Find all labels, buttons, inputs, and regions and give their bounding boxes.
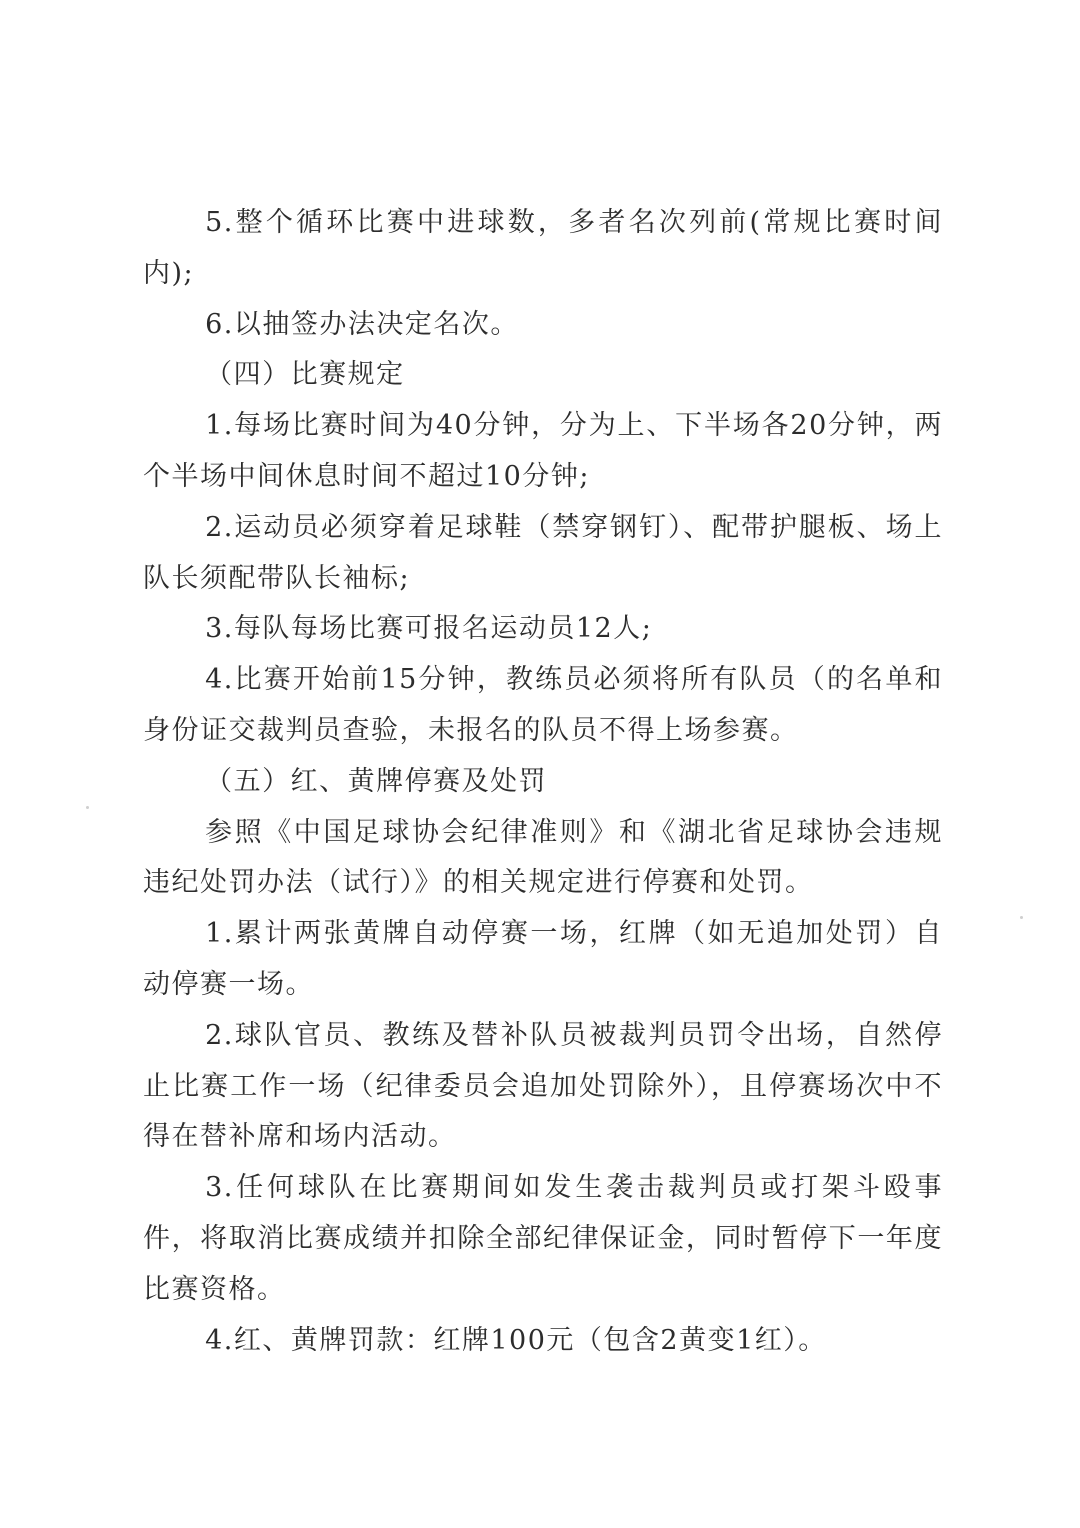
paragraph-squad-size: 3.每队每场比赛可报名运动员12人; bbox=[205, 613, 653, 645]
paragraph-player-equipment: 2.运动员必须穿着足球鞋（禁穿钢钉）、配带护腿板、场上队长须配带队长袖标; bbox=[143, 511, 943, 594]
section-heading-cards-penalties: （五）红、黄牌停赛及处罚 bbox=[205, 765, 548, 797]
paragraph-discipline-reference: 参照《中国足球协会纪律准则》和《湖北省足球协会违规违纪处罚办法（试行）》的相关规定进行停赛和处罚。 bbox=[143, 816, 943, 899]
paragraph-match-duration: 1.每场比赛时间为40分钟，分为上、下半场各20分钟，两个半场中间休息时间不超过10分钟; bbox=[143, 410, 943, 492]
paragraph-card-fines: 4.红、黄牌罚款：红牌100元（包含2黄变1红）。 bbox=[205, 1324, 827, 1356]
paragraph-card-suspension: 1.累计两张黄牌自动停赛一场，红牌（如无追加处罚）自动停赛一场。 bbox=[143, 918, 943, 1000]
document-body bbox=[143, 198, 943, 1366]
paragraph-official-sent-off: 2.球队官员、教练及替补队员被裁判员罚令出场，自然停止比赛工作一场（纪律委员会追加处罚除外），且停赛场次中不得在替补席和场内活动。 bbox=[143, 1019, 943, 1153]
paragraph-rank-by-lottery: 6.以抽签办法决定名次。 bbox=[205, 308, 519, 340]
paragraph-rank-by-goals: 5.整个循环比赛中进球数，多者名次列前(常规比赛时间内); bbox=[143, 207, 943, 289]
paragraph-violence-penalty: 3.任何球队在比赛期间如发生袭击裁判员或打架斗殴事件，将取消比赛成绩并扣除全部纪律保证金，同时暂停下一年度比赛资格。 bbox=[143, 1172, 943, 1305]
scan-speck bbox=[1020, 916, 1023, 919]
scan-speck bbox=[86, 806, 89, 809]
section-heading-match-rules: （四）比赛规定 bbox=[205, 359, 405, 391]
paragraph-roster-check: 4.比赛开始前15分钟，教练员必须将所有队员（的名单和身份证交裁判员查验，未报名的队员不得上场参赛。 bbox=[143, 664, 943, 746]
